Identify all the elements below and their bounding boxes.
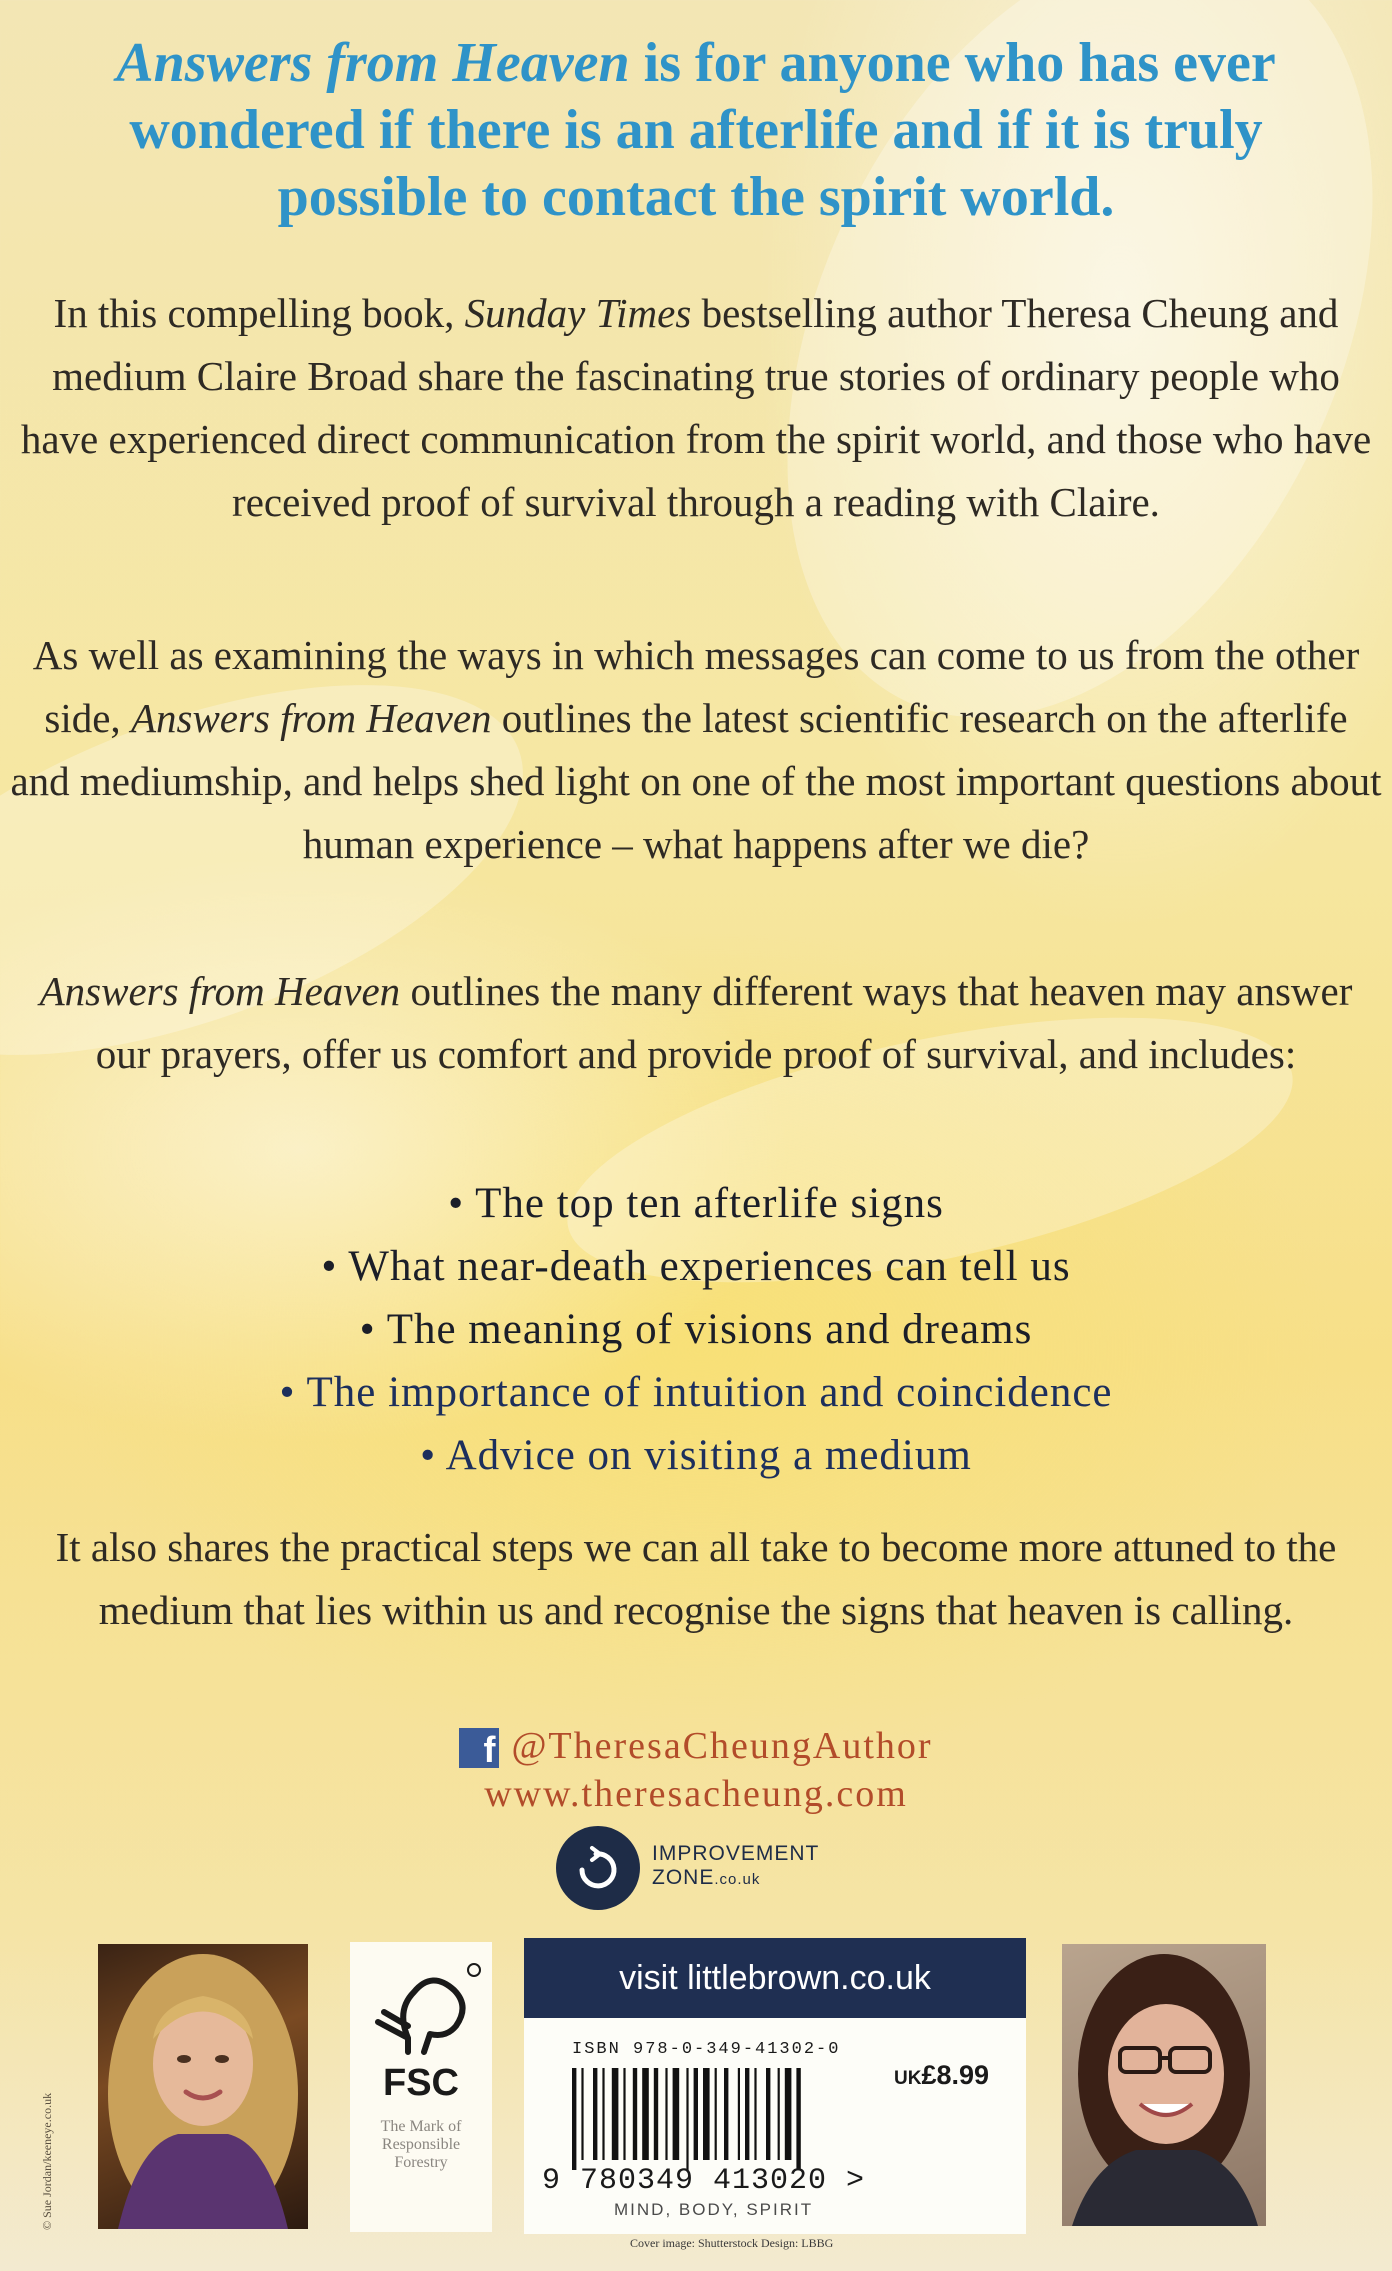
cover-credit: Cover image: Shutterstock Design: LBBG (630, 2236, 834, 2250)
bullet-item: • What near-death experiences can tell us (321, 1243, 1071, 1290)
improvement-zone-wordmark (652, 1842, 819, 1892)
barcode-icon (572, 2068, 872, 2170)
author-photo-theresa (98, 1944, 308, 2229)
logo-line2: ZONE (652, 1866, 715, 1889)
facebook-handle[interactable]: @TheresaCheungAuthor (511, 1725, 933, 1767)
author-photo-claire (1062, 1944, 1266, 2226)
barcode-panel (524, 1938, 1026, 2234)
improvement-zone-logo (556, 1826, 856, 1910)
genre-label: MIND, BODY, SPIRIT (614, 2200, 814, 2219)
barcode-number: 9 780349 413020 > (542, 2164, 866, 2198)
para1-text-start: In this compelling book, (53, 290, 465, 336)
price-prefix: UK (894, 2068, 922, 2089)
author-social (0, 1722, 1392, 1818)
para2-text-end: outlines the latest scientific research on the afterlife and mediumship, and helps shed light on one of the most important questions about human experience – what happens after we die? (10, 695, 1382, 867)
contents-bullet-list (0, 1172, 1392, 1487)
includes-paragraph (10, 960, 1382, 1086)
bullet-item: • Advice on visiting a medium (420, 1432, 972, 1479)
para3-italic: Answers from Heaven (39, 968, 401, 1014)
fsc-logo (350, 1942, 492, 2232)
para2-italic: Answers from Heaven (130, 695, 492, 741)
facebook-icon[interactable]: f (459, 1728, 499, 1768)
para3-text-end: outlines the many different ways that heaven may answer our prayers, offer us comfort and provide proof of survival, and includes: (95, 968, 1353, 1077)
logo-line1: IMPROVEMENT (652, 1842, 820, 1865)
research-paragraph (10, 624, 1382, 876)
price-tag (894, 2060, 989, 2091)
author-website[interactable]: www.theresacheung.com (484, 1773, 908, 1815)
fsc-subtitle: The Mark of Responsible Forestry (380, 2118, 462, 2171)
para2-text-start: As well as examining the ways in which messages can come to us from the other side, (32, 632, 1360, 741)
bullet-item: • The meaning of visions and dreams (359, 1306, 1033, 1353)
isbn-text: ISBN 978-0-349-41302-0 (572, 2040, 841, 2059)
logo-line2-suffix: .co.uk (714, 1871, 761, 1888)
photo-credit: © Sue Jordan/keeneye.co.uk (40, 2092, 54, 2230)
fsc-label: FSC (383, 2062, 459, 2104)
fsc-tree-icon (350, 1942, 492, 2062)
closing-paragraph: It also shares the practical steps we can all take to become more attuned to the medium that lies within us and recognise the signs that heaven is calling. (55, 1524, 1337, 1633)
intro-paragraph (10, 282, 1382, 534)
para1-text-end: bestselling author Theresa Cheung and medium Claire Broad share the fascinating true stories of ordinary people who have experienced direct communication from the spirit world, and those who have received proof of survival through a reading with Claire. (20, 290, 1372, 525)
cover-headline (40, 30, 1352, 231)
headline-text: is for anyone who has ever wondered if there is an afterlife and if it is truly possible to contact the spirit world. (129, 32, 1276, 228)
para1-italic: Sunday Times (464, 290, 692, 336)
publisher-website[interactable]: visit littlebrown.co.uk (524, 1938, 1026, 2018)
bullet-item: • The top ten afterlife signs (448, 1180, 944, 1227)
improvement-zone-icon (556, 1826, 640, 1910)
price-value: £8.99 (921, 2060, 990, 2090)
bullet-item: • The importance of intuition and coincidence (279, 1369, 1113, 1416)
headline-title: Answers from Heaven (116, 32, 630, 94)
